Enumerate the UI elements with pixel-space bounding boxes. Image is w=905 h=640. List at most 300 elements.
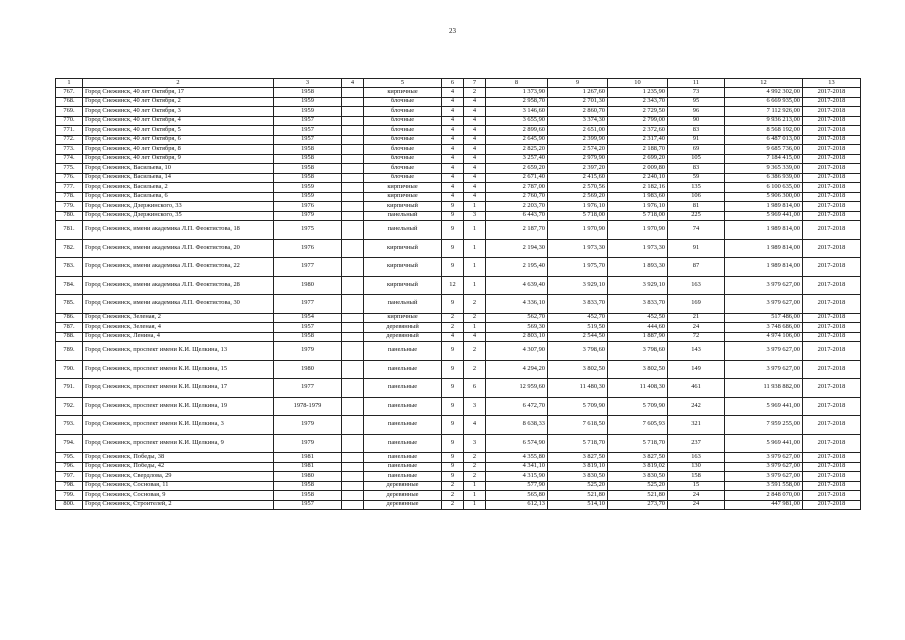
area-total-cell: 4 294,20: [486, 360, 548, 379]
table-row: [56, 145, 861, 155]
table-row: [56, 173, 861, 183]
area-living-cell: 1 975,70: [548, 258, 608, 277]
area-residential-cell: 525,20: [608, 481, 668, 491]
cost-cell: 4 974 106,00: [725, 332, 803, 342]
table-row: [56, 379, 861, 398]
residents-cell: 169: [668, 295, 725, 314]
address-cell: Город Снежинск, проспект имени К.И. Щелкина, 19: [83, 397, 274, 416]
area-total-cell: 4 307,90: [486, 342, 548, 361]
row-number-cell: 789.: [56, 342, 83, 361]
row-number-cell: 791.: [56, 379, 83, 398]
floors-cell: 9: [442, 211, 464, 221]
address-cell: Город Снежинск, Васильева, 14: [83, 173, 274, 183]
year-cell: 1958: [274, 145, 342, 155]
wall-material-cell: панельные: [364, 342, 442, 361]
wall-material-cell: кирпичные: [364, 313, 442, 323]
wall-material-cell: кирпичный: [364, 276, 442, 295]
row-number-cell: 767.: [56, 88, 83, 98]
col4-cell: [342, 154, 364, 164]
wall-material-cell: блочные: [364, 164, 442, 174]
period-cell: 2017-2018: [803, 258, 861, 277]
area-total-cell: 2 645,90: [486, 135, 548, 145]
area-total-cell: 8 638,33: [486, 416, 548, 435]
floors-cell: 9: [442, 472, 464, 482]
area-total-cell: 569,30: [486, 323, 548, 333]
address-cell: Город Снежинск, Свердлова, 29: [83, 472, 274, 482]
row-number-cell: 792.: [56, 397, 83, 416]
area-residential-cell: 2 699,20: [608, 154, 668, 164]
period-cell: 2017-2018: [803, 481, 861, 491]
area-residential-cell: 7 605,93: [608, 416, 668, 435]
area-residential-cell: 2 240,10: [608, 173, 668, 183]
residents-cell: 59: [668, 173, 725, 183]
wall-material-cell: панельные: [364, 434, 442, 453]
col4-cell: [342, 500, 364, 510]
period-cell: 2017-2018: [803, 416, 861, 435]
area-living-cell: 3 929,10: [548, 276, 608, 295]
col4-cell: [342, 183, 364, 193]
period-cell: 2017-2018: [803, 107, 861, 117]
year-cell: 1959: [274, 97, 342, 107]
residents-cell: 81: [668, 202, 725, 212]
area-residential-cell: 2 372,60: [608, 126, 668, 136]
col4-cell: [342, 173, 364, 183]
row-number-cell: 780.: [56, 211, 83, 221]
area-living-cell: 3 833,70: [548, 295, 608, 314]
residents-cell: 73: [668, 88, 725, 98]
year-cell: 1981: [274, 462, 342, 472]
row-number-cell: 777.: [56, 183, 83, 193]
wall-material-cell: деревянный: [364, 332, 442, 342]
table-row: [56, 135, 861, 145]
row-number-cell: 797.: [56, 472, 83, 482]
area-living-cell: 521,80: [548, 491, 608, 501]
floors-cell: 9: [442, 360, 464, 379]
floors-cell: 4: [442, 126, 464, 136]
table-row: [56, 295, 861, 314]
entrances-cell: 4: [464, 183, 486, 193]
year-cell: 1979: [274, 211, 342, 221]
area-residential-cell: 3 798,60: [608, 342, 668, 361]
cost-cell: 1 989 814,00: [725, 239, 803, 258]
column-number-header: 5: [364, 79, 442, 88]
wall-material-cell: блочные: [364, 154, 442, 164]
floors-cell: 4: [442, 88, 464, 98]
table-row: [56, 472, 861, 482]
cost-cell: 3 979 627,00: [725, 295, 803, 314]
area-residential-cell: 5 718,00: [608, 211, 668, 221]
row-number-cell: 794.: [56, 434, 83, 453]
col4-cell: [342, 107, 364, 117]
address-cell: Город Снежинск, проспект имени К.И. Щелкина, 15: [83, 360, 274, 379]
area-total-cell: 4 355,80: [486, 453, 548, 463]
floors-cell: 9: [442, 221, 464, 240]
row-number-cell: 793.: [56, 416, 83, 435]
cost-cell: 4 992 302,00: [725, 88, 803, 98]
wall-material-cell: панельные: [364, 416, 442, 435]
year-cell: 1958: [274, 481, 342, 491]
cost-cell: 7 184 415,00: [725, 154, 803, 164]
row-number-cell: 768.: [56, 97, 83, 107]
year-cell: 1977: [274, 295, 342, 314]
cost-cell: 7 112 926,00: [725, 107, 803, 117]
residents-cell: 163: [668, 276, 725, 295]
row-number-cell: 786.: [56, 313, 83, 323]
floors-cell: 4: [442, 116, 464, 126]
residents-cell: 106: [668, 192, 725, 202]
period-cell: 2017-2018: [803, 500, 861, 510]
year-cell: 1980: [274, 360, 342, 379]
area-living-cell: 2 569,20: [548, 192, 608, 202]
cost-cell: 2 848 070,00: [725, 491, 803, 501]
entrances-cell: 2: [464, 472, 486, 482]
residents-cell: 242: [668, 397, 725, 416]
cost-cell: 517 486,00: [725, 313, 803, 323]
entrances-cell: 4: [464, 164, 486, 174]
wall-material-cell: панельные: [364, 379, 442, 398]
period-cell: 2017-2018: [803, 145, 861, 155]
table-row: [56, 154, 861, 164]
area-living-cell: 3 830,50: [548, 472, 608, 482]
year-cell: 1957: [274, 323, 342, 333]
col4-cell: [342, 164, 364, 174]
page-number: 23: [449, 27, 456, 35]
period-cell: 2017-2018: [803, 434, 861, 453]
area-residential-cell: 1 887,90: [608, 332, 668, 342]
address-cell: Город Снежинск, проспект имени К.И. Щелкина, 3: [83, 416, 274, 435]
residents-cell: 461: [668, 379, 725, 398]
row-number-cell: 795.: [56, 453, 83, 463]
column-number-header: 4: [342, 79, 364, 88]
period-cell: 2017-2018: [803, 360, 861, 379]
floors-cell: 9: [442, 239, 464, 258]
entrances-cell: 1: [464, 323, 486, 333]
area-residential-cell: 1 976,10: [608, 202, 668, 212]
col4-cell: [342, 145, 364, 155]
area-total-cell: 2 659,20: [486, 164, 548, 174]
area-living-cell: 3 827,50: [548, 453, 608, 463]
cost-cell: 6 669 935,00: [725, 97, 803, 107]
entrances-cell: 4: [464, 145, 486, 155]
year-cell: 1958: [274, 332, 342, 342]
area-living-cell: 2 574,20: [548, 145, 608, 155]
area-total-cell: 2 825,20: [486, 145, 548, 155]
area-residential-cell: 3 830,50: [608, 472, 668, 482]
period-cell: 2017-2018: [803, 88, 861, 98]
floors-cell: 4: [442, 107, 464, 117]
floors-cell: 4: [442, 145, 464, 155]
period-cell: 2017-2018: [803, 379, 861, 398]
period-cell: 2017-2018: [803, 164, 861, 174]
row-number-cell: 784.: [56, 276, 83, 295]
entrances-cell: 3: [464, 397, 486, 416]
residents-cell: 72: [668, 332, 725, 342]
table-row: [56, 313, 861, 323]
address-cell: Город Снежинск, проспект имени К.И. Щелкина, 13: [83, 342, 274, 361]
area-total-cell: 565,80: [486, 491, 548, 501]
row-number-cell: 781.: [56, 221, 83, 240]
entrances-cell: 2: [464, 342, 486, 361]
table-row: [56, 202, 861, 212]
column-number-header: 8: [486, 79, 548, 88]
cost-cell: 3 591 558,00: [725, 481, 803, 491]
residents-cell: 83: [668, 126, 725, 136]
col4-cell: [342, 258, 364, 277]
cost-cell: 9 936 213,00: [725, 116, 803, 126]
area-residential-cell: 11 408,30: [608, 379, 668, 398]
residents-cell: 69: [668, 145, 725, 155]
wall-material-cell: панельный: [364, 221, 442, 240]
period-cell: 2017-2018: [803, 97, 861, 107]
col4-cell: [342, 491, 364, 501]
area-living-cell: 1 970,90: [548, 221, 608, 240]
residents-cell: 135: [668, 183, 725, 193]
area-total-cell: 2 899,60: [486, 126, 548, 136]
area-total-cell: 562,70: [486, 313, 548, 323]
area-total-cell: 6 574,90: [486, 434, 548, 453]
address-cell: Город Снежинск, Дзержинского, 33: [83, 202, 274, 212]
area-total-cell: 3 257,40: [486, 154, 548, 164]
period-cell: 2017-2018: [803, 276, 861, 295]
area-residential-cell: 2 729,50: [608, 107, 668, 117]
area-residential-cell: 444,60: [608, 323, 668, 333]
cost-cell: 3 979 627,00: [725, 472, 803, 482]
area-total-cell: 4 341,10: [486, 462, 548, 472]
table-row: [56, 481, 861, 491]
wall-material-cell: панельные: [364, 360, 442, 379]
area-residential-cell: 273,70: [608, 500, 668, 510]
area-residential-cell: 2 343,70: [608, 97, 668, 107]
year-cell: 1957: [274, 135, 342, 145]
row-number-cell: 775.: [56, 164, 83, 174]
table-row: [56, 500, 861, 510]
floors-cell: 9: [442, 295, 464, 314]
col4-cell: [342, 211, 364, 221]
period-cell: 2017-2018: [803, 183, 861, 193]
residents-cell: 91: [668, 135, 725, 145]
cost-cell: 3 979 627,00: [725, 453, 803, 463]
period-cell: 2017-2018: [803, 397, 861, 416]
floors-cell: 9: [442, 202, 464, 212]
area-total-cell: 2 187,70: [486, 221, 548, 240]
col4-cell: [342, 481, 364, 491]
year-cell: 1959: [274, 192, 342, 202]
row-number-cell: 776.: [56, 173, 83, 183]
address-cell: Город Снежинск, имени академика Л.П. Феоктистова, 18: [83, 221, 274, 240]
area-living-cell: 7 618,50: [548, 416, 608, 435]
table-row: [56, 192, 861, 202]
entrances-cell: 2: [464, 313, 486, 323]
wall-material-cell: панельный: [364, 211, 442, 221]
entrances-cell: 4: [464, 135, 486, 145]
wall-material-cell: блочные: [364, 97, 442, 107]
entrances-cell: 2: [464, 360, 486, 379]
wall-material-cell: кирпичные: [364, 192, 442, 202]
period-cell: 2017-2018: [803, 453, 861, 463]
area-total-cell: 577,90: [486, 481, 548, 491]
table-row: [56, 434, 861, 453]
column-number-header: 1: [56, 79, 83, 88]
entrances-cell: 6: [464, 379, 486, 398]
entrances-cell: 2: [464, 295, 486, 314]
address-cell: Город Снежинск, Строителей, 2: [83, 500, 274, 510]
period-cell: 2017-2018: [803, 332, 861, 342]
col4-cell: [342, 323, 364, 333]
floors-cell: 4: [442, 332, 464, 342]
cost-cell: 5 906 300,00: [725, 192, 803, 202]
period-cell: 2017-2018: [803, 323, 861, 333]
area-total-cell: 2 958,70: [486, 97, 548, 107]
area-living-cell: 3 798,60: [548, 342, 608, 361]
table-row: [56, 397, 861, 416]
column-number-header: 10: [608, 79, 668, 88]
row-number-cell: 785.: [56, 295, 83, 314]
column-number-header: 3: [274, 79, 342, 88]
area-residential-cell: 521,80: [608, 491, 668, 501]
col4-cell: [342, 379, 364, 398]
cost-cell: 1 989 814,00: [725, 221, 803, 240]
column-number-header: 12: [725, 79, 803, 88]
cost-cell: 11 938 882,00: [725, 379, 803, 398]
period-cell: 2017-2018: [803, 135, 861, 145]
entrances-cell: 1: [464, 500, 486, 510]
year-cell: 1959: [274, 183, 342, 193]
wall-material-cell: деревянный: [364, 323, 442, 333]
table-row: [56, 97, 861, 107]
floors-cell: 9: [442, 258, 464, 277]
cost-cell: 3 979 627,00: [725, 276, 803, 295]
year-cell: 1954: [274, 313, 342, 323]
area-residential-cell: 452,50: [608, 313, 668, 323]
wall-material-cell: деревянные: [364, 500, 442, 510]
col4-cell: [342, 397, 364, 416]
cost-cell: 7 959 255,00: [725, 416, 803, 435]
wall-material-cell: блочные: [364, 107, 442, 117]
column-number-header: 7: [464, 79, 486, 88]
col4-cell: [342, 276, 364, 295]
area-residential-cell: 1 893,30: [608, 258, 668, 277]
address-cell: Город Снежинск, 40 лет Октября, 5: [83, 126, 274, 136]
floors-cell: 4: [442, 192, 464, 202]
residents-cell: 225: [668, 211, 725, 221]
address-cell: Город Снежинск, 40 лет Октября, 8: [83, 145, 274, 155]
col4-cell: [342, 221, 364, 240]
year-cell: 1957: [274, 500, 342, 510]
cost-cell: 3 748 686,00: [725, 323, 803, 333]
address-cell: Город Снежинск, 40 лет Октября, 6: [83, 135, 274, 145]
address-cell: Город Снежинск, 40 лет Октября, 9: [83, 154, 274, 164]
wall-material-cell: кирпичный: [364, 258, 442, 277]
area-residential-cell: 1 970,90: [608, 221, 668, 240]
area-living-cell: 1 267,60: [548, 88, 608, 98]
area-living-cell: 452,70: [548, 313, 608, 323]
area-total-cell: 2 803,10: [486, 332, 548, 342]
area-living-cell: 519,50: [548, 323, 608, 333]
area-residential-cell: 2 317,40: [608, 135, 668, 145]
area-living-cell: 1 976,10: [548, 202, 608, 212]
entrances-cell: 1: [464, 258, 486, 277]
col4-cell: [342, 416, 364, 435]
year-cell: 1958: [274, 173, 342, 183]
table-row: [56, 258, 861, 277]
floors-cell: 9: [442, 416, 464, 435]
period-cell: 2017-2018: [803, 173, 861, 183]
area-total-cell: 1 373,90: [486, 88, 548, 98]
table-row: [56, 211, 861, 221]
area-living-cell: 5 718,70: [548, 434, 608, 453]
address-cell: Город Снежинск, Зеленая, 4: [83, 323, 274, 333]
table-row: [56, 360, 861, 379]
floors-cell: 4: [442, 183, 464, 193]
area-living-cell: 2 397,20: [548, 164, 608, 174]
table-row: [56, 416, 861, 435]
wall-material-cell: кирпичные: [364, 88, 442, 98]
cost-cell: 6 487 013,00: [725, 135, 803, 145]
col4-cell: [342, 88, 364, 98]
wall-material-cell: блочные: [364, 173, 442, 183]
address-cell: Город Снежинск, Дзержинского, 35: [83, 211, 274, 221]
period-cell: 2017-2018: [803, 239, 861, 258]
area-residential-cell: 3 929,10: [608, 276, 668, 295]
cost-cell: 5 969 441,00: [725, 211, 803, 221]
table-row: [56, 323, 861, 333]
address-cell: Город Снежинск, 40 лет Октября, 3: [83, 107, 274, 117]
row-number-cell: 796.: [56, 462, 83, 472]
table-row: [56, 491, 861, 501]
cost-cell: 6 386 939,00: [725, 173, 803, 183]
entrances-cell: 1: [464, 491, 486, 501]
col4-cell: [342, 126, 364, 136]
table-row: [56, 107, 861, 117]
year-cell: 1958: [274, 88, 342, 98]
year-cell: 1979: [274, 342, 342, 361]
address-cell: Город Снежинск, 40 лет Октября, 4: [83, 116, 274, 126]
wall-material-cell: кирпичный: [364, 202, 442, 212]
area-living-cell: 525,20: [548, 481, 608, 491]
floors-cell: 9: [442, 462, 464, 472]
floors-cell: 4: [442, 164, 464, 174]
address-cell: Город Снежинск, проспект имени К.И. Щелкина, 17: [83, 379, 274, 398]
area-living-cell: 2 570,56: [548, 183, 608, 193]
cost-cell: 9 365 339,00: [725, 164, 803, 174]
entrances-cell: 4: [464, 192, 486, 202]
residents-cell: 24: [668, 323, 725, 333]
address-cell: Город Снежинск, имени академика Л.П. Феоктистова, 28: [83, 276, 274, 295]
year-cell: 1957: [274, 116, 342, 126]
row-number-cell: 774.: [56, 154, 83, 164]
year-cell: 1958: [274, 154, 342, 164]
address-cell: Город Снежинск, Зеленая, 2: [83, 313, 274, 323]
residents-cell: 90: [668, 116, 725, 126]
wall-material-cell: панельные: [364, 472, 442, 482]
area-total-cell: 4 315,90: [486, 472, 548, 482]
entrances-cell: 1: [464, 239, 486, 258]
entrances-cell: 4: [464, 154, 486, 164]
col4-cell: [342, 313, 364, 323]
residents-cell: 83: [668, 164, 725, 174]
row-number-cell: 790.: [56, 360, 83, 379]
period-cell: 2017-2018: [803, 192, 861, 202]
area-total-cell: 612,13: [486, 500, 548, 510]
column-number-header: 13: [803, 79, 861, 88]
row-number-cell: 788.: [56, 332, 83, 342]
period-cell: 2017-2018: [803, 211, 861, 221]
cost-cell: 1 989 814,00: [725, 258, 803, 277]
residents-cell: 24: [668, 491, 725, 501]
floors-cell: 2: [442, 500, 464, 510]
period-cell: 2017-2018: [803, 221, 861, 240]
year-cell: 1957: [274, 126, 342, 136]
